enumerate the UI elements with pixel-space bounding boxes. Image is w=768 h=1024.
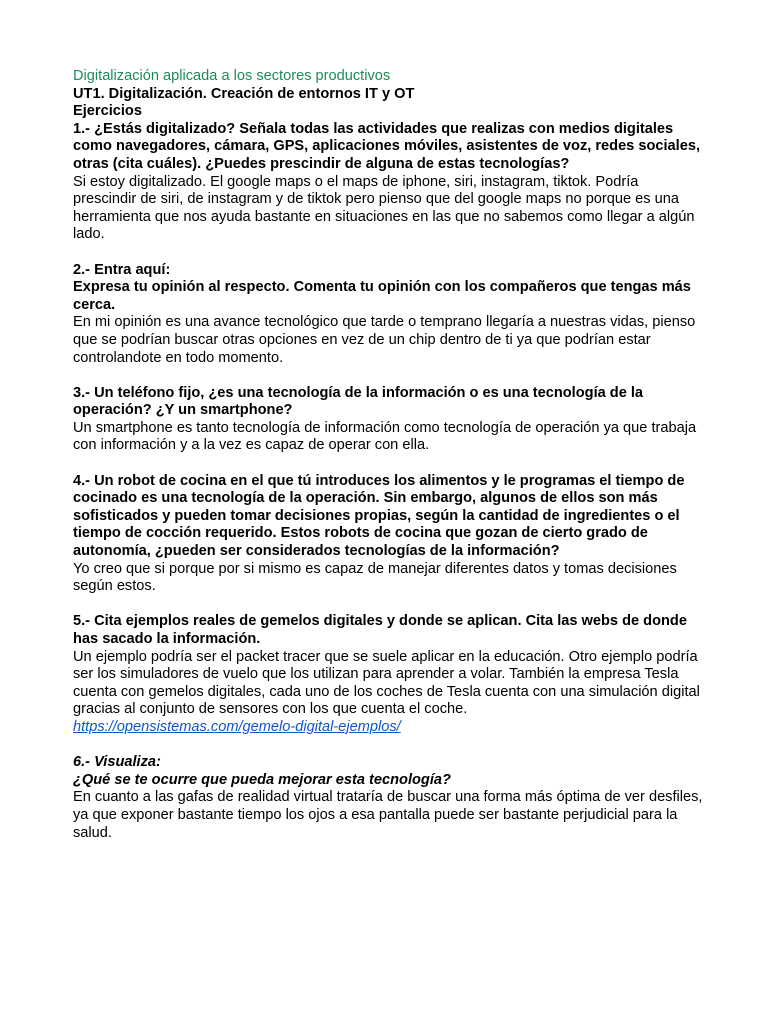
question-5-prompt: 5.- Cita ejemplos reales de gemelos digitales y donde se aplican. Cita las webs de donde has sacado la información. [73, 613, 687, 647]
document-page [73, 68, 703, 842]
section-title: Ejercicios [73, 103, 142, 120]
unit-title: UT1. Digitalización. Creación de entornos IT y OT [73, 85, 415, 102]
subject-title: Digitalización aplicada a los sectores productivos [73, 68, 391, 84]
question-6-prompt: 6.- Visualiza: [73, 754, 161, 771]
question-6-subprompt: ¿Qué se te ocurre que pueda mejorar esta tecnología? [73, 771, 451, 788]
question-5-answer: Un ejemplo podría ser el packet tracer que se suele aplicar en la educación. Otro ejemplo podría ser los simuladores de vuelo que los utilizan para aprender a volar. También la empresa Tesla cuenta con gemelos digitales, cada uno de los coches de Tesla cuenta con una simulación digital gracias al conjunto de sensores con los que cuenta el coche. [73, 648, 700, 718]
source-link[interactable]: https://opensistemas.com/gemelo-digital-ejemplos/ [73, 718, 401, 735]
question-2-answer: En mi opinión es una avance tecnológico que tarde o temprano llegaría a nuestras vidas, pienso que se podrían buscar otras opciones en vez de un chip dentro de ti ya que podrían estar controlandote en todo momento. [73, 314, 696, 366]
spacer [73, 737, 703, 755]
question-2-subprompt: Expresa tu opinión al respecto. Comenta tu opinión con los compañeros que tengas más cerca. [73, 279, 691, 313]
question-4-prompt: 4.- Un robot de cocina en el que tú introduces los alimentos y le programas el tiempo de cocinado es una tecnología de la operación. Sin embargo, algunos de ellos son más sofisticados y pueden tomar decisiones propias, según la cantidad de ingredientes o el tiempo de cocción requerido. Estos robots de cocina que gozan de cierto grado de autonomía, ¿pueden ser considerados tecnologías de la información? [73, 472, 685, 560]
spacer [73, 455, 703, 473]
question-1-prompt: 1.- ¿Estás digitalizado? Señala todas las actividades que realizas con medios digitales como navegadores, cámara, GPS, aplicaciones móviles, asistentes de voz, redes sociales, otras (cita cuáles). ¿Puedes prescindir de alguna de estas tecnologías? [73, 120, 701, 172]
spacer [73, 244, 703, 262]
question-4-answer: Yo creo que si porque por si mismo es capaz de manejar diferentes datos y tomas decisiones según estos. [73, 560, 677, 595]
question-1-answer: Si estoy digitalizado. El google maps o el maps de iphone, siri, instagram, tiktok. Podría prescindir de siri, de instagram y de tiktok pero pienso que del google maps no porque es una herramienta que nos ayuda bastante en situaciones en las que no sabemos como llegar a algún lado. [73, 173, 695, 243]
question-3-prompt: 3.- Un teléfono fijo, ¿es una tecnología de la información o es una tecnología de la operación? ¿Y un smartphone? [73, 384, 644, 419]
spacer [73, 596, 703, 614]
question-2-prompt: 2.- Entra aquí: [73, 261, 171, 278]
question-3-answer: Un smartphone es tanto tecnología de información como tecnología de operación ya que trabaja con información y a la vez es capaz de operar con ella. [73, 419, 697, 454]
question-6-answer: En cuanto a las gafas de realidad virtual trataría de buscar una forma más óptima de ver desfiles, ya que exponer bastante tiempo los ojos a esa pantalla puede ser bastante perjudicial para la salud. [73, 789, 703, 841]
spacer [73, 367, 703, 385]
